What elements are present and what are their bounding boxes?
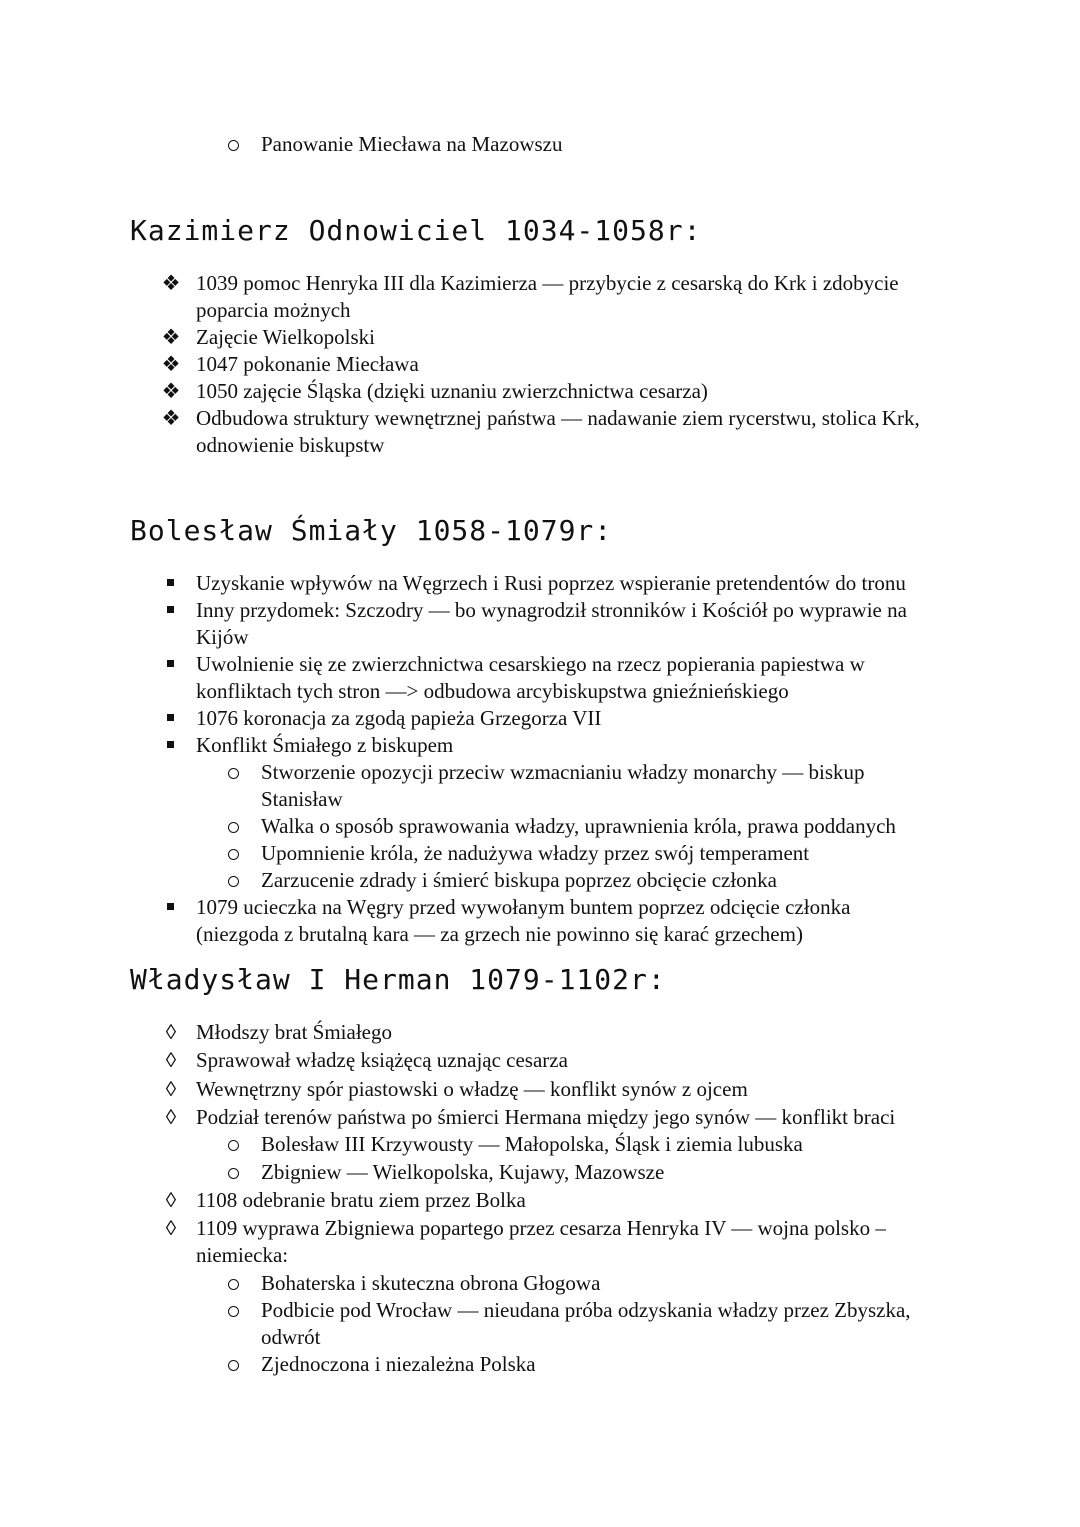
circle-bullet-icon — [228, 822, 239, 833]
circle-bullet-icon — [228, 1168, 239, 1179]
circle-bullet-icon — [228, 1279, 239, 1290]
list-item-continuation: odnowienie biskupstw — [196, 433, 385, 457]
sub-list-item: Zbigniew — Wielkopolska, Kujawy, Mazowsze — [261, 1160, 665, 1184]
diamond-outline-icon: ◊ — [165, 1188, 177, 1212]
diamond-outline-icon: ◊ — [165, 1020, 177, 1044]
four-diamond-star-icon: ❖ — [161, 379, 181, 403]
circle-bullet-icon — [228, 1140, 239, 1151]
list-item: 1108 odebranie bratu ziem przez Bolka — [196, 1188, 526, 1212]
circle-bullet-icon — [228, 1306, 239, 1317]
list-item-continuation: konfliktach tych stron —> odbudowa arcybiskupstwa gnieźnieńskiego — [196, 679, 789, 703]
square-bullet-icon — [167, 660, 174, 667]
sub-list-item-continuation: Stanisław — [261, 787, 343, 811]
sub-list-item: Stworzenie opozycji przeciw wzmacnianiu władzy monarchy — biskup — [261, 760, 865, 784]
sub-list-item: Walka o sposób sprawowania władzy, uprawnienia króla, prawa poddanych — [261, 814, 896, 838]
list-item-continuation: niemiecka: — [196, 1243, 289, 1267]
list-item: Inny przydomek: Szczodry — bo wynagrodził stronników i Kościół po wyprawie na — [196, 598, 907, 622]
section-heading-kazimierz: Kazimierz Odnowiciel 1034-1058r: — [130, 214, 702, 247]
sub-list-item: Upomnienie króla, że nadużywa władzy przez swój temperament — [261, 841, 810, 865]
sub-list-item: Zarzucenie zdrady i śmierć biskupa poprzez obcięcie członka — [261, 868, 777, 892]
list-item: Młodszy brat Śmiałego — [196, 1020, 392, 1044]
list-item: Uzyskanie wpływów na Węgrzech i Rusi poprzez wspieranie pretendentów do tronu — [196, 571, 906, 595]
circle-bullet-icon — [228, 140, 239, 151]
list-item: Odbudowa struktury wewnętrznej państwa — nadawanie ziem rycerstwu, stolica Krk, — [196, 406, 920, 430]
list-item: Wewnętrzny spór piastowski o władzę — konflikt synów z ojcem — [196, 1077, 748, 1101]
square-bullet-icon — [167, 903, 174, 910]
four-diamond-star-icon: ❖ — [161, 325, 181, 349]
circle-bullet-icon — [228, 1360, 239, 1371]
sub-list-item: Podbicie pod Wrocław — nieudana próba odzyskania władzy przez Zbyszka, — [261, 1298, 911, 1322]
list-item: 1079 ucieczka na Węgry przed wywołanym buntem poprzez odcięcie członka — [196, 895, 851, 919]
list-item: 1050 zajęcie Śląska (dzięki uznaniu zwierzchnictwa cesarza) — [196, 379, 708, 403]
square-bullet-icon — [167, 714, 174, 721]
list-item-continuation: poparcia możnych — [196, 298, 351, 322]
sub-list-item: Zjednoczona i niezależna Polska — [261, 1352, 536, 1376]
sub-list-item: Bohaterska i skuteczna obrona Głogowa — [261, 1271, 601, 1295]
list-item: 1039 pomoc Henryka III dla Kazimierza — przybycie z cesarską do Krk i zdobycie — [196, 271, 899, 295]
list-item: Zajęcie Wielkopolski — [196, 325, 375, 349]
list-item-continuation: (niezgoda z brutalną kara — za grzech nie powinno się karać grzechem) — [196, 922, 803, 946]
list-item: Panowanie Miecława na Mazowszu — [261, 132, 563, 156]
section-heading-wladyslaw: Władysław I Herman 1079-1102r: — [130, 963, 666, 996]
diamond-outline-icon: ◊ — [165, 1077, 177, 1101]
diamond-outline-icon: ◊ — [165, 1048, 177, 1072]
circle-bullet-icon — [228, 849, 239, 860]
four-diamond-star-icon: ❖ — [161, 271, 181, 295]
diamond-outline-icon: ◊ — [165, 1105, 177, 1129]
sub-list-item-continuation: odwrót — [261, 1325, 321, 1349]
list-item: Podział terenów państwa po śmierci Hermana między jego synów — konflikt braci — [196, 1105, 896, 1129]
list-item: Uwolnienie się ze zwierzchnictwa cesarskiego na rzecz popierania papiestwa w — [196, 652, 865, 676]
list-item: Konflikt Śmiałego z biskupem — [196, 733, 454, 757]
list-item: 1076 koronacja za zgodą papieża Grzegorza VII — [196, 706, 602, 730]
sub-list-item: Bolesław III Krzywousty — Małopolska, Śląsk i ziemia lubuska — [261, 1132, 803, 1156]
four-diamond-star-icon: ❖ — [161, 352, 181, 376]
list-item: 1109 wyprawa Zbigniewa popartego przez cesarza Henryka IV — wojna polsko – — [196, 1216, 886, 1240]
square-bullet-icon — [167, 579, 174, 586]
section-heading-boleslaw: Bolesław Śmiały 1058-1079r: — [130, 514, 613, 547]
list-item: 1047 pokonanie Miecława — [196, 352, 419, 376]
list-item-continuation: Kijów — [196, 625, 249, 649]
diamond-outline-icon: ◊ — [165, 1216, 177, 1240]
square-bullet-icon — [167, 606, 174, 613]
circle-bullet-icon — [228, 768, 239, 779]
four-diamond-star-icon: ❖ — [161, 406, 181, 430]
square-bullet-icon — [167, 741, 174, 748]
circle-bullet-icon — [228, 876, 239, 887]
list-item: Sprawował władzę książęcą uznając cesarza — [196, 1048, 568, 1072]
